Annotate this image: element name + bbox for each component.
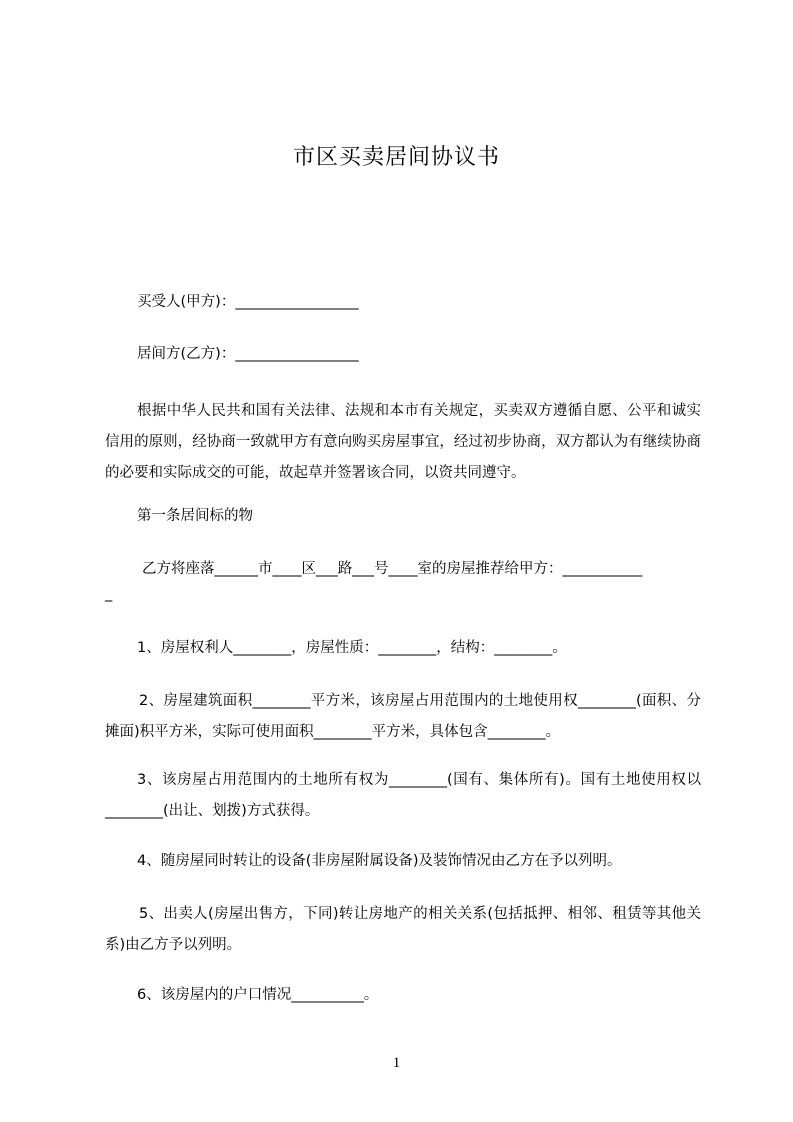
item-5: 5、出卖人(房屋出售方，下同)转让房地产的相关关系(包括抵押、相邻、租赁等其他关系)由乙方予以列明。 xyxy=(105,906,701,953)
document-title: 市区买卖居间协议书 xyxy=(292,145,500,170)
item-1: 1、房屋权利人________，房屋性质：________，结构：________。 xyxy=(137,640,567,656)
item-6: 6、该房屋内的户口情况__________。 xyxy=(137,987,379,1003)
page-number: 1 xyxy=(392,1055,401,1071)
party-b-line: 居间方(乙方)：_________________ xyxy=(137,346,359,362)
party-a-line: 买受人(甲方)：_________________ xyxy=(137,294,359,310)
item-2: 2、房屋建筑面积________平方米，该房屋占用范围内的土地使用权________(面积、分摊面)积平方米，实际可使用面积________平方米，具体包含________。 xyxy=(105,693,701,740)
article-1-intro: 乙方将座落______市____区___路___号____室的房屋推荐给甲方：___________ xyxy=(142,561,643,577)
article-1-heading: 第一条居间标的物 xyxy=(137,508,253,524)
preamble-paragraph: 根据中华人民共和国有关法律、法规和本市有关规定，买卖双方遵循自愿、公平和诚实信用的原则，经协商一致就甲方有意向购买房屋事宜，经过初步协商，双方都认为有继续协商的必要和实际成交的可能，故起草并签署该合同，以资共同遵守。 xyxy=(105,403,701,481)
article-1-intro-continuation: _ xyxy=(105,586,113,602)
item-4: 4、随房屋同时转让的设备(非房屋附属设备)及装饰情况由乙方在予以列明。 xyxy=(137,853,622,869)
item-3: 3、该房屋占用范围内的土地所有权为________(国有、集体所有)。国有土地使用权以________(出让、划拨)方式获得。 xyxy=(105,772,701,819)
